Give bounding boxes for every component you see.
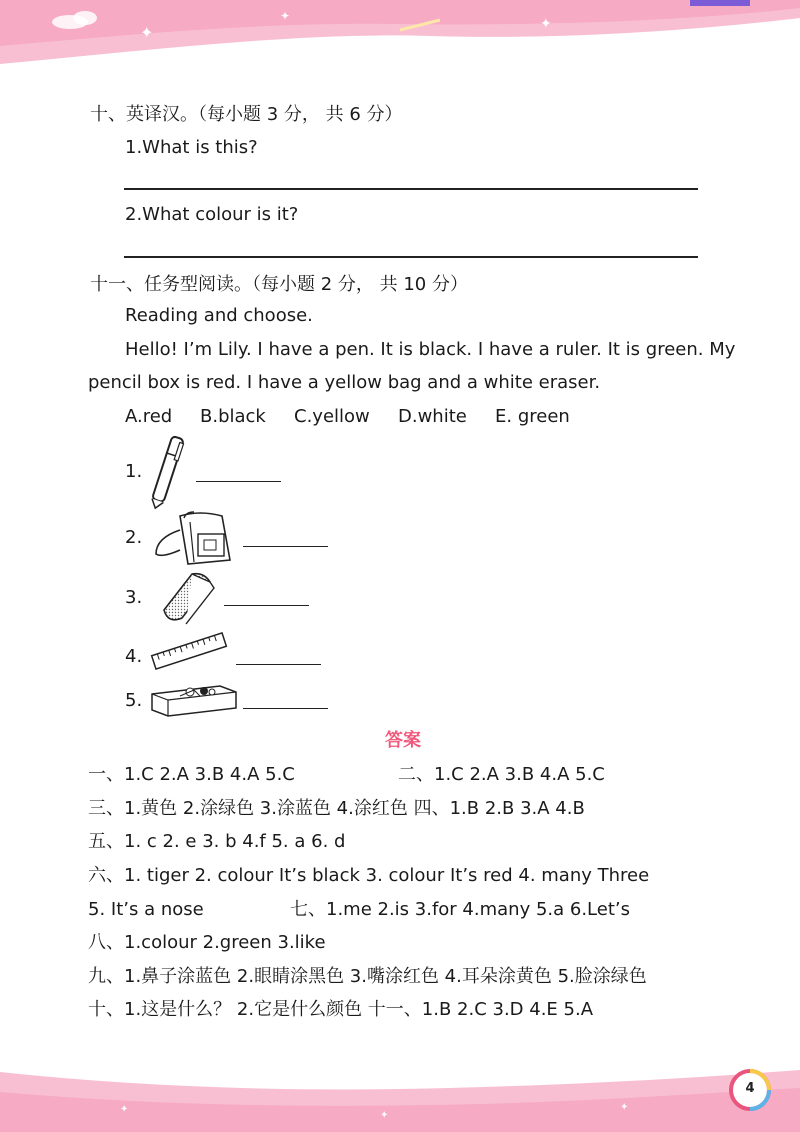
item-4-number: 4. — [125, 646, 143, 667]
option-e: E. green — [495, 406, 570, 427]
item-1-answer-blank[interactable] — [196, 481, 281, 482]
passage-line-2: pencil box is red. I have a yellow bag and a white eraser. — [88, 372, 601, 393]
item-2-answer-blank[interactable] — [243, 546, 328, 547]
answer-row-8: 十、1.这是什么？ 2.它是什么颜色 十一、1.B 2.C 3.D 4.E 5.A — [88, 999, 594, 1020]
question-10-1: 1.What is this? — [125, 137, 258, 158]
item-5-number: 5. — [125, 690, 143, 711]
answer-row-1a: 一、1.C 2.A 3.B 4.A 5.C — [88, 764, 295, 785]
schoolbag-icon — [150, 508, 238, 568]
option-b: B.black — [200, 406, 266, 427]
reading-instruction: Reading and choose. — [125, 305, 313, 326]
top-decorative-band — [0, 0, 800, 70]
answer-row-1b: 二、1.C 2.A 3.B 4.A 5.C — [398, 764, 605, 785]
svg-text:✦: ✦ — [140, 23, 154, 42]
pencil-box-icon — [150, 680, 238, 718]
answer-row-2: 三、1.黄色 2.涂绿色 3.涂蓝色 4.涂红色 四、1.B 2.B 3.A 4.B — [88, 798, 585, 819]
pen-icon — [145, 432, 190, 512]
option-c: C.yellow — [294, 406, 370, 427]
answer-row-5a: 5. It’s a nose — [88, 899, 204, 920]
page-number: 4 — [745, 1081, 755, 1096]
section-11-heading: 十一、任务型阅读。（每小题 2 分， 共 10 分） — [90, 274, 468, 295]
answer-row-7: 九、1.鼻子涂蓝色 2.眼睛涂黑色 3.嘴涂红色 4.耳朵涂黄色 5.脸涂绿色 — [88, 966, 647, 987]
option-d: D.white — [398, 406, 467, 427]
passage-line-1: Hello! I’m Lily. I have a pen. It is black. I have a ruler. It is green. My — [125, 339, 736, 360]
ruler-icon — [150, 630, 228, 672]
item-5-answer-blank[interactable] — [243, 708, 328, 709]
question-10-2: 2.What colour is it? — [125, 204, 299, 225]
eraser-icon — [156, 566, 218, 628]
answers-title: 答案 — [385, 730, 421, 751]
section-10-heading: 十、英译汉。（每小题 3 分， 共 6 分） — [90, 104, 403, 125]
answer-row-4: 六、1. tiger 2. colour It’s black 3. colour It’s red 4. many Three — [88, 865, 650, 886]
answer-line-10-2[interactable] — [124, 256, 698, 258]
answer-row-6: 八、1.colour 2.green 3.like — [88, 932, 326, 953]
svg-text:✦: ✦ — [540, 16, 552, 32]
option-a: A.red — [125, 406, 173, 427]
svg-text:✦: ✦ — [620, 1102, 629, 1113]
svg-text:✦: ✦ — [280, 9, 291, 23]
answer-row-3: 五、1. c 2. e 3. b 4.f 5. a 6. d — [88, 831, 346, 852]
svg-text:✦: ✦ — [120, 1104, 129, 1115]
item-3-number: 3. — [125, 587, 143, 608]
answer-row-5b: 七、1.me 2.is 3.for 4.many 5.a 6.Let’s — [290, 899, 630, 920]
svg-text:✦: ✦ — [380, 1110, 389, 1121]
item-4-answer-blank[interactable] — [236, 664, 321, 665]
page-number-badge — [728, 1068, 772, 1112]
item-3-answer-blank[interactable] — [224, 605, 309, 606]
item-1-number: 1. — [125, 461, 143, 482]
answer-line-10-1[interactable] — [124, 188, 698, 190]
bottom-decorative-band — [0, 1062, 800, 1132]
item-2-number: 2. — [125, 527, 143, 548]
